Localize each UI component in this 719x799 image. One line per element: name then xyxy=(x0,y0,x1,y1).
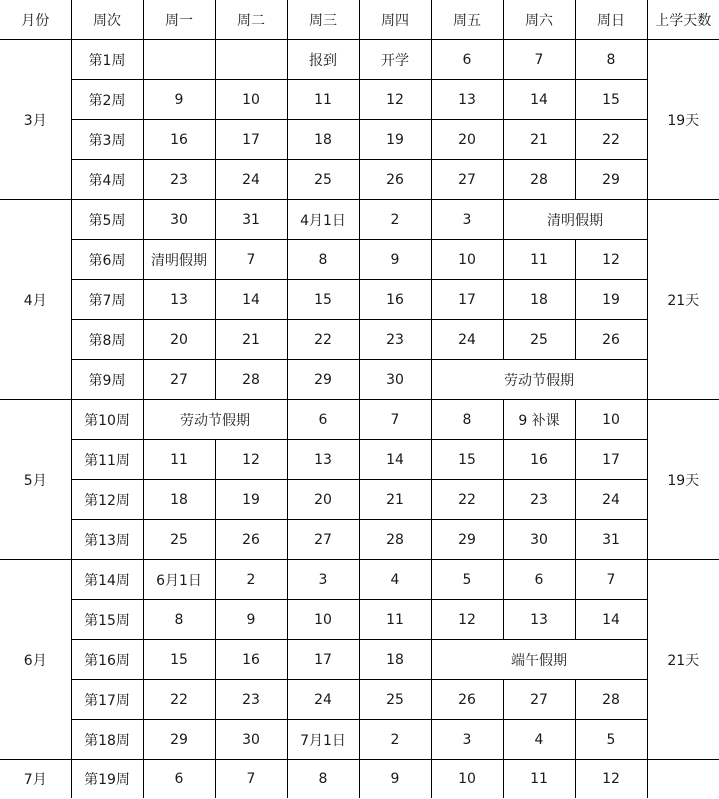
week-row xyxy=(0,560,719,600)
day-cell: 28 xyxy=(503,160,575,200)
day-cell: 6 xyxy=(143,760,215,799)
day-cell: 11 xyxy=(503,760,575,799)
day-cell: 8 xyxy=(575,40,647,80)
day-cell: 30 xyxy=(143,200,215,240)
day-cell: 12 xyxy=(359,80,431,120)
day-cell: 7 xyxy=(503,40,575,80)
day-cell: 8 xyxy=(143,600,215,640)
week-row xyxy=(0,680,719,720)
day-cell: 15 xyxy=(287,280,359,320)
school-days-cell xyxy=(647,760,719,799)
week-cell: 第10周 xyxy=(71,400,143,440)
day-cell: 7 xyxy=(215,760,287,799)
day-cell: 9 xyxy=(359,240,431,280)
week-row xyxy=(0,240,719,280)
holiday-cell: 清明假期 xyxy=(503,200,647,240)
header-sunday: 周日 xyxy=(575,0,647,40)
header-wednesday: 周三 xyxy=(287,0,359,40)
week-cell: 第7周 xyxy=(71,280,143,320)
day-cell: 14 xyxy=(575,600,647,640)
day-cell: 15 xyxy=(575,80,647,120)
day-cell: 17 xyxy=(431,280,503,320)
day-cell: 10 xyxy=(575,400,647,440)
day-cell: 22 xyxy=(287,320,359,360)
day-cell: 30 xyxy=(215,720,287,760)
day-cell: 18 xyxy=(359,640,431,680)
day-cell: 18 xyxy=(143,480,215,520)
header-friday: 周五 xyxy=(431,0,503,40)
week-cell: 第12周 xyxy=(71,480,143,520)
day-cell: 22 xyxy=(143,680,215,720)
day-cell: 24 xyxy=(287,680,359,720)
day-cell: 8 xyxy=(431,400,503,440)
day-cell: 3 xyxy=(287,560,359,600)
day-cell: 4月1日 xyxy=(287,200,359,240)
school-days-cell: 21天 xyxy=(647,560,719,760)
day-cell: 6月1日 xyxy=(143,560,215,600)
week-row xyxy=(0,80,719,120)
holiday-cell: 劳动节假期 xyxy=(143,400,287,440)
day-cell: 7 xyxy=(359,400,431,440)
day-cell: 25 xyxy=(503,320,575,360)
week-cell: 第13周 xyxy=(71,520,143,560)
week-cell: 第18周 xyxy=(71,720,143,760)
day-cell: 15 xyxy=(431,440,503,480)
header-row xyxy=(0,0,719,40)
day-cell: 8 xyxy=(287,240,359,280)
day-cell: 21 xyxy=(215,320,287,360)
day-cell: 25 xyxy=(143,520,215,560)
day-cell: 24 xyxy=(575,480,647,520)
day-cell: 21 xyxy=(503,120,575,160)
day-cell: 13 xyxy=(431,80,503,120)
day-cell: 9 xyxy=(359,760,431,799)
day-cell: 23 xyxy=(215,680,287,720)
week-row xyxy=(0,760,719,799)
day-cell: 12 xyxy=(575,760,647,799)
week-cell: 第17周 xyxy=(71,680,143,720)
week-cell: 第16周 xyxy=(71,640,143,680)
week-row xyxy=(0,480,719,520)
day-cell: 8 xyxy=(287,760,359,799)
week-cell: 第5周 xyxy=(71,200,143,240)
month-cell: 7月 xyxy=(0,760,71,799)
day-cell: 10 xyxy=(287,600,359,640)
week-row xyxy=(0,640,719,680)
week-row xyxy=(0,600,719,640)
day-cell: 4 xyxy=(503,720,575,760)
day-cell: 16 xyxy=(359,280,431,320)
school-days-cell: 21天 xyxy=(647,200,719,400)
day-cell: 28 xyxy=(215,360,287,400)
day-cell: 23 xyxy=(359,320,431,360)
day-cell: 26 xyxy=(575,320,647,360)
day-cell: 12 xyxy=(575,240,647,280)
day-cell: 20 xyxy=(431,120,503,160)
day-cell: 11 xyxy=(143,440,215,480)
day-cell: 5 xyxy=(575,720,647,760)
day-cell: 27 xyxy=(143,360,215,400)
week-cell: 第1周 xyxy=(71,40,143,80)
week-cell: 第8周 xyxy=(71,320,143,360)
day-cell: 24 xyxy=(431,320,503,360)
week-cell: 第15周 xyxy=(71,600,143,640)
day-cell: 19 xyxy=(359,120,431,160)
day-cell: 25 xyxy=(287,160,359,200)
day-cell: 12 xyxy=(215,440,287,480)
day-cell: 3 xyxy=(431,200,503,240)
day-cell: 清明假期 xyxy=(143,240,215,280)
day-cell: 10 xyxy=(431,240,503,280)
day-cell: 19 xyxy=(575,280,647,320)
day-cell: 28 xyxy=(359,520,431,560)
week-row xyxy=(0,720,719,760)
day-cell: 13 xyxy=(287,440,359,480)
day-cell: 26 xyxy=(431,680,503,720)
day-cell: 16 xyxy=(143,120,215,160)
day-cell: 16 xyxy=(503,440,575,480)
week-row xyxy=(0,400,719,440)
week-cell: 第14周 xyxy=(71,560,143,600)
day-cell: 4 xyxy=(359,560,431,600)
day-cell: 13 xyxy=(143,280,215,320)
week-row xyxy=(0,40,719,80)
day-cell: 17 xyxy=(575,440,647,480)
day-cell: 20 xyxy=(287,480,359,520)
header-thursday: 周四 xyxy=(359,0,431,40)
day-cell: 22 xyxy=(575,120,647,160)
week-cell: 第6周 xyxy=(71,240,143,280)
week-row xyxy=(0,520,719,560)
day-cell: 6 xyxy=(431,40,503,80)
day-cell: 26 xyxy=(215,520,287,560)
day-cell: 5 xyxy=(431,560,503,600)
week-row xyxy=(0,360,719,400)
day-cell: 31 xyxy=(575,520,647,560)
day-cell: 16 xyxy=(215,640,287,680)
week-cell: 第9周 xyxy=(71,360,143,400)
day-cell: 23 xyxy=(503,480,575,520)
day-cell: 9 补课 xyxy=(503,400,575,440)
day-cell xyxy=(215,40,287,80)
day-cell: 12 xyxy=(431,600,503,640)
day-cell xyxy=(143,40,215,80)
week-row xyxy=(0,320,719,360)
day-cell: 2 xyxy=(359,720,431,760)
week-row xyxy=(0,120,719,160)
header-week: 周次 xyxy=(71,0,143,40)
day-cell: 报到 xyxy=(287,40,359,80)
day-cell: 26 xyxy=(359,160,431,200)
week-row xyxy=(0,440,719,480)
header-month: 月份 xyxy=(0,0,71,40)
week-cell: 第2周 xyxy=(71,80,143,120)
month-cell: 6月 xyxy=(0,560,71,760)
day-cell: 29 xyxy=(431,520,503,560)
header-tuesday: 周二 xyxy=(215,0,287,40)
day-cell: 29 xyxy=(143,720,215,760)
day-cell: 22 xyxy=(431,480,503,520)
day-cell: 25 xyxy=(359,680,431,720)
day-cell: 29 xyxy=(575,160,647,200)
day-cell: 7月1日 xyxy=(287,720,359,760)
day-cell: 14 xyxy=(359,440,431,480)
day-cell: 18 xyxy=(287,120,359,160)
day-cell: 19 xyxy=(215,480,287,520)
day-cell: 27 xyxy=(503,680,575,720)
header-saturday: 周六 xyxy=(503,0,575,40)
holiday-cell: 劳动节假期 xyxy=(431,360,647,400)
day-cell: 3 xyxy=(431,720,503,760)
day-cell: 15 xyxy=(143,640,215,680)
day-cell: 10 xyxy=(431,760,503,799)
day-cell: 10 xyxy=(215,80,287,120)
week-row xyxy=(0,160,719,200)
week-cell: 第11周 xyxy=(71,440,143,480)
day-cell: 开学 xyxy=(359,40,431,80)
day-cell: 11 xyxy=(359,600,431,640)
day-cell: 2 xyxy=(215,560,287,600)
day-cell: 14 xyxy=(215,280,287,320)
holiday-cell: 端午假期 xyxy=(431,640,647,680)
week-cell: 第4周 xyxy=(71,160,143,200)
week-row xyxy=(0,280,719,320)
month-cell: 4月 xyxy=(0,200,71,400)
day-cell: 9 xyxy=(215,600,287,640)
day-cell: 6 xyxy=(287,400,359,440)
day-cell: 27 xyxy=(431,160,503,200)
day-cell: 7 xyxy=(575,560,647,600)
week-cell: 第19周 xyxy=(71,760,143,799)
day-cell: 23 xyxy=(143,160,215,200)
day-cell: 2 xyxy=(359,200,431,240)
header-school-days: 上学天数 xyxy=(647,0,719,40)
day-cell: 31 xyxy=(215,200,287,240)
day-cell: 18 xyxy=(503,280,575,320)
day-cell: 28 xyxy=(575,680,647,720)
day-cell: 21 xyxy=(359,480,431,520)
day-cell: 30 xyxy=(359,360,431,400)
day-cell: 6 xyxy=(503,560,575,600)
day-cell: 17 xyxy=(215,120,287,160)
day-cell: 17 xyxy=(287,640,359,680)
day-cell: 29 xyxy=(287,360,359,400)
day-cell: 24 xyxy=(215,160,287,200)
month-cell: 5月 xyxy=(0,400,71,560)
week-cell: 第3周 xyxy=(71,120,143,160)
header-monday: 周一 xyxy=(143,0,215,40)
day-cell: 9 xyxy=(143,80,215,120)
day-cell: 20 xyxy=(143,320,215,360)
school-days-cell: 19天 xyxy=(647,40,719,200)
day-cell: 27 xyxy=(287,520,359,560)
day-cell: 11 xyxy=(503,240,575,280)
week-row xyxy=(0,200,719,240)
day-cell: 14 xyxy=(503,80,575,120)
school-days-cell: 19天 xyxy=(647,400,719,560)
day-cell: 11 xyxy=(287,80,359,120)
day-cell: 30 xyxy=(503,520,575,560)
day-cell: 7 xyxy=(215,240,287,280)
day-cell: 13 xyxy=(503,600,575,640)
month-cell: 3月 xyxy=(0,40,71,200)
